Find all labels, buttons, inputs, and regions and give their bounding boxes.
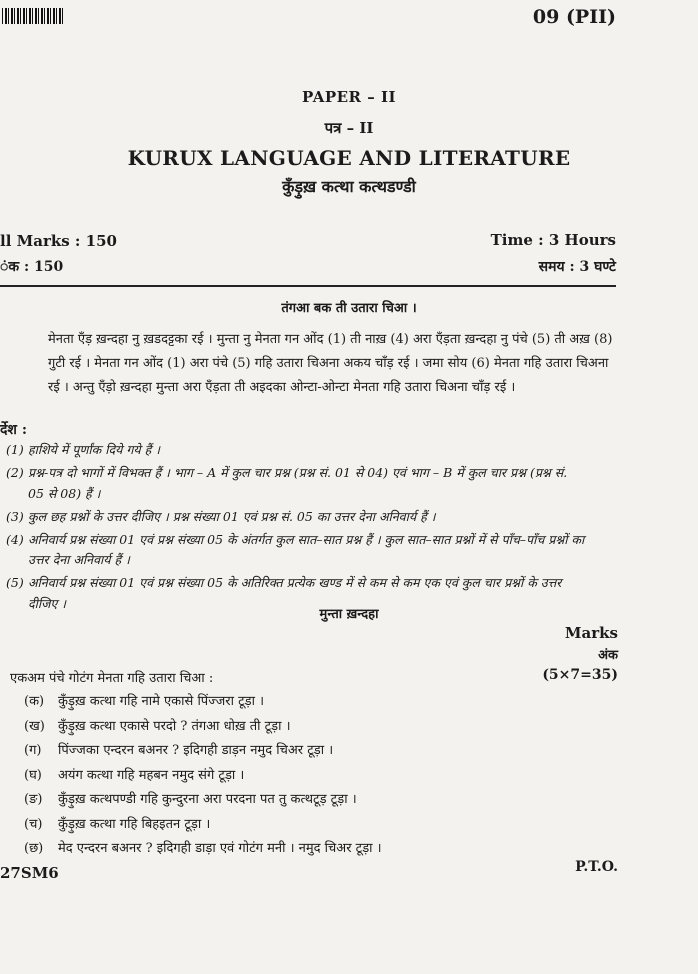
subquestion-label: (च) (24, 816, 43, 832)
subquestion-text: कुँड़ुख़ कत्था एकासे परदो ? तंगआ धोख़ ती टूड़ा । (58, 718, 291, 734)
list-item (24, 715, 382, 740)
subquestion-label: (घ) (24, 767, 42, 783)
list-item-number: (4) (6, 531, 24, 547)
list-item-text: अनिवार्य प्रश्न संख्या 01 एवं प्रश्न संख्या 05 के अंतर्गत कुल सात–सात प्रश्न हैं । कुल सात–सात प्रश्नों में से पाँच–पाँच प्रश्नों का उत्तर देना अनिवार्य हैं । (28, 531, 585, 567)
list-item (24, 837, 382, 862)
subquestion-label: (क) (24, 694, 45, 709)
list-item-text: हाशिये में पूर्णांक दिये गये हैं । (28, 442, 160, 457)
subquestion-text: कुँड़ुख़ कत्था गहि बिहइतन टूड़ा । (58, 816, 211, 832)
subquestion-label: (ख) (24, 718, 45, 734)
divider-rule (0, 285, 616, 287)
list-item-text: अनिवार्य प्रश्न संख्या 01 एवं प्रश्न संख्या 05 के अतिरिक्त प्रत्येक खण्ड में से कम से कम एक एवं कुल चार प्रश्नों के उत्तर दीजिए । (28, 575, 562, 611)
time-allowed-hindi: समय : 3 घण्टे (538, 259, 616, 275)
paper-number: PAPER – II (302, 88, 396, 106)
subquestion-text: कुँड़ुख़ कत्थपण्डी गहि कुन्दुरना अरा परदना पत तु कत्थटूड़ टूड़ा । (58, 792, 357, 807)
subquestion-text: पिंज्जका एन्दरन बअनर ? इदिगही डाड़न नमुद चिअर टूड़ा । (58, 743, 334, 758)
list-item-number: (5) (6, 575, 24, 590)
pto-label: P.T.O. (575, 859, 618, 875)
instructions-paragraph: मेनता एँड़ ख़न्दहा नु ख़डदट्टका रई । मुन्ता नु मेनता गन ओंद (1) ती नाख़ (4) अरा एँड़ता ख़न्दहा नु पंचे (5) ती अख़ (8) गुटी रई । मेनता गन ओंद (1) अरा पंचे (5) गहि उतारा चिअना अकय चाँड़ रई । जमा सोय (6) मेनता गहि उतारा चिअना रई । अन्तु एँड़ो ख़न्दहा मुन्ता अरा एँड़ता ती अइदका ओन्टा-ओन्टा मेनता गहि उतारा चिअना चाँड़ रई । (48, 332, 613, 395)
list-item (24, 690, 382, 715)
question-text: एकअम पंचे गोटंग मेनता गहि उतारा चिआ : (10, 671, 214, 686)
subquestion-label: (ङ) (24, 792, 43, 807)
list-item-number: (3) (6, 508, 24, 524)
barcode (2, 8, 65, 24)
subject-title: KURUX LANGUAGE AND LITERATURE (127, 146, 571, 170)
subquestion-text: मेद एन्दरन बअनर ? इदिगही डाड़ा एवं गोटंग मनी । नमुद चिअर टूड़ा । (58, 841, 382, 856)
list-item (6, 530, 586, 571)
list-item-number: (2) (6, 465, 24, 480)
list-item (6, 440, 586, 461)
list-item (6, 507, 586, 528)
directions-label: र्देश : (0, 422, 27, 438)
list-item-text: प्रश्न-पत्र दो भागों में विभक्त हैं । भाग – A में कुल चार प्रश्न (प्रश्न सं. 01 से 04) एवं भाग – B में कुल चार प्रश्न (प्रश्न सं. 05 से 08) हैं । (28, 465, 568, 501)
list-item (24, 788, 382, 813)
subquestion-label: (ग) (24, 743, 42, 758)
list-item (24, 764, 382, 789)
list-item (24, 739, 382, 764)
marks-column-label-hindi: अंक (598, 648, 618, 663)
paper-code: 09 (PII) (532, 6, 616, 28)
section-title: मुन्ता ख़न्दहा (319, 607, 379, 622)
subquestion-list (24, 690, 382, 862)
list-item (24, 813, 382, 838)
subquestion-text: कुँड़ुख़ कत्था गहि नामे एकासे पिंज्जरा टूड़ा । (58, 694, 265, 709)
list-item-text: कुल छह प्रश्नों के उत्तर दीजिए । प्रश्न संख्या 01 एवं प्रश्न सं. 05 का उत्तर देना अनिवार्य हैं । (28, 508, 436, 524)
question-marks: (5×7=35) (542, 667, 618, 683)
marks-column-label: Marks (564, 624, 618, 642)
subquestion-label: (छ) (24, 841, 44, 856)
paper-number-hindi: पत्र – II (324, 119, 374, 137)
full-marks-hindi: ंक : 150 (0, 259, 64, 275)
time-allowed: Time : 3 Hours (490, 231, 616, 249)
list-item (6, 463, 586, 504)
subquestion-text: अयंग कत्था गहि महबन नमुद संगे टूड़ा । (58, 767, 245, 783)
footer-code: 27SM6 (0, 864, 59, 882)
full-marks: ll Marks : 150 (0, 232, 117, 250)
instructions-title: तंगआ बक ती उतारा चिआ । (281, 301, 417, 316)
directions-list (6, 440, 586, 617)
subject-title-hindi: कुँड़ुख़ कत्था कत्थडण्डी (282, 177, 416, 196)
list-item-number: (1) (6, 442, 24, 457)
